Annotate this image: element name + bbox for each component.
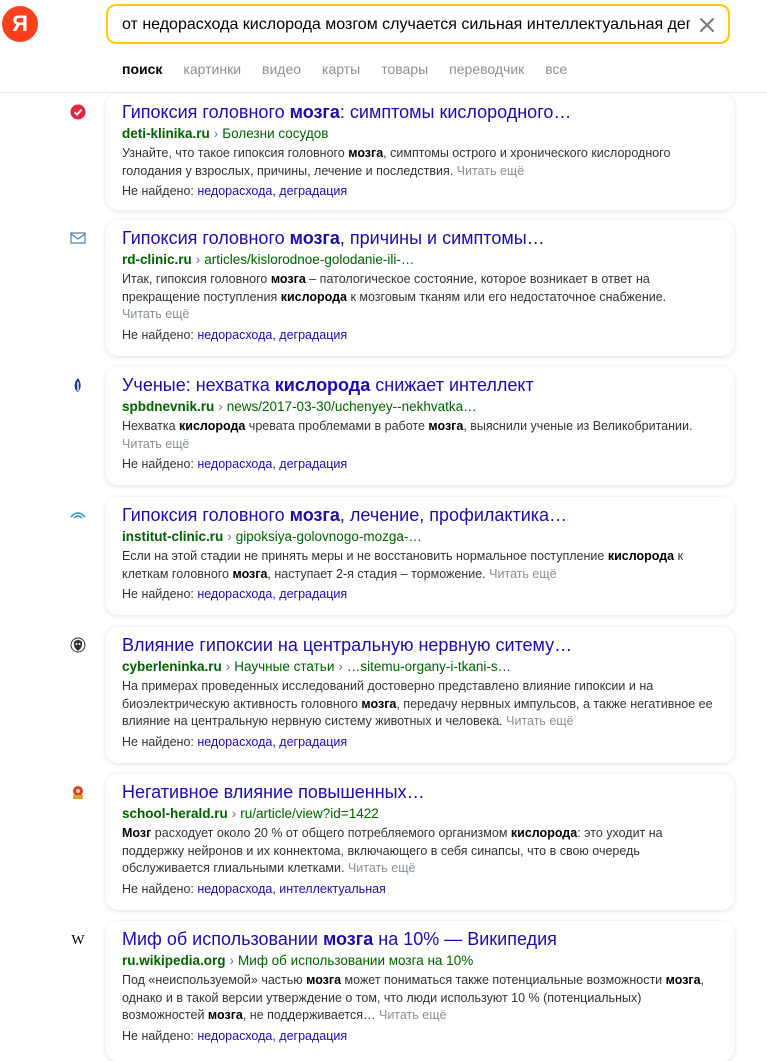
text-fragment: , причины и симптомы… [339,228,545,248]
highlighted-term: мозга [665,973,701,987]
text-fragment: Под «неиспользуемой» частью [122,973,307,987]
tab-search[interactable]: поиск [122,61,163,77]
highlighted-term: кислорода [179,419,246,433]
breadcrumb-segment[interactable]: articles/kislorodnoe-golodanie-ili-… [204,252,415,267]
envelope-icon[interactable] [70,230,86,246]
not-found-label: Не найдено: [122,1028,198,1043]
tab-video[interactable]: видео [262,61,302,77]
chevron-right-icon: › [229,953,235,968]
text-fragment: Если на этой стадии не принять меры и не восстановить нормальное поступление [122,549,608,563]
text-fragment: расходует около 20 % от общего потребляемого организмом [151,826,511,840]
search-input[interactable] [122,14,690,36]
chevron-right-icon: › [338,659,343,674]
result-snippet [122,418,718,453]
result-domain-link[interactable]: cyberleninka.ru [122,659,222,674]
clear-icon[interactable] [694,12,720,38]
result-url-path [122,951,718,970]
search-result-card [106,497,734,615]
result-snippet [122,548,718,583]
highlighted-term: мозга [289,505,340,525]
wikipedia-icon[interactable] [70,931,86,947]
search-tabs [122,61,588,77]
highlighted-term: мозга [348,146,384,160]
text-fragment: Гипоксия головного [122,228,290,248]
result-domain-link[interactable]: school-herald.ru [122,806,228,821]
text-fragment: , симптомы острого и хронического кислородного голодания у взрослых, причины, лечение и последствия. [122,146,671,178]
not-found-label: Не найдено: [122,457,198,471]
search-result-card [106,774,734,910]
svg-text:W: W [71,933,85,947]
text-fragment: Нехватка [122,419,180,433]
text-fragment: Влияние гипоксии на центральную нервную ситему… [122,635,573,655]
not-found-words-link[interactable]: недорасхода, деградация [197,1028,348,1043]
highlighted-term: кислорода [280,289,347,304]
text-fragment: Миф об использовании [122,929,323,949]
chevron-right-icon: › [227,529,232,544]
highlighted-term: мозга [289,228,340,248]
result-title-link[interactable] [122,503,718,527]
spb-logo-icon[interactable] [70,377,86,393]
search-result-card [106,94,734,210]
highlighted-term: мозга [361,696,397,711]
chevron-right-icon: › [195,252,201,267]
check-circle-icon[interactable] [70,104,86,120]
result-title-link[interactable] [122,780,718,804]
result-url-path [122,657,718,676]
text-fragment: , выяснили ученые из Великобритании. [463,419,693,433]
text-fragment: Узнайте, что такое гипоксия головного [122,146,349,160]
institut-logo-icon[interactable] [70,507,86,523]
text-fragment: чревата проблемами в работе [245,419,429,433]
text-fragment: , передачу нервных импульсов, а также негативное ее влияние на центральную нервную систему животных и человека. [122,696,713,728]
result-title-link[interactable] [122,633,718,657]
not-found-label: Не найдено: [122,734,198,749]
text-fragment: , лечение, профилактика… [339,505,568,525]
tab-products[interactable]: товары [381,61,429,77]
result-snippet [122,825,718,878]
result-domain-link[interactable]: deti-klinika.ru [122,126,210,141]
text-fragment: На примерах проведенных исследований достоверно представлено влияние гипоксии и на биоэлектрическую активность головного [122,679,654,711]
cyberleninka-icon[interactable] [70,637,86,653]
breadcrumb-segment[interactable]: Болезни сосудов [222,126,329,141]
text-fragment: Гипоксия головного [122,102,290,122]
result-url-path [122,804,718,823]
not-found-label: Не найдено: [122,587,198,601]
result-url-path [122,250,718,269]
not-found-words-link[interactable]: недорасхода, деградация [197,327,348,342]
not-found-terms [122,455,718,473]
text-fragment: : это уходит на поддержку нейронов и их коннектома, включающего в себя синапсы, что в свою очередь обслуживается глиальными клетками. [122,826,663,875]
result-snippet [122,678,718,731]
result-snippet [122,145,718,180]
highlighted-term: кислорода [607,549,675,563]
read-more-link[interactable]: Читать ещё [378,1008,447,1022]
result-snippet [122,972,718,1025]
breadcrumb-segment[interactable]: ru/article/view?id=1422 [240,806,379,821]
tab-translator[interactable]: переводчик [449,61,525,77]
breadcrumb-segment[interactable]: Научные статьи [234,659,335,674]
highlighted-term: мозга [232,566,268,581]
highlighted-term: мозга [270,272,306,286]
result-url-path [122,397,718,416]
not-found-terms [122,1027,718,1045]
result-url-path [122,527,718,546]
text-fragment: : симптомы кислородного… [339,102,572,122]
not-found-words-link[interactable]: недорасхода, деградация [197,457,348,471]
breadcrumb-segment[interactable]: …sitemu-organy-i-tkani-s… [346,659,512,674]
highlighted-term: Мозг [122,826,152,840]
search-box[interactable] [106,4,730,44]
text-fragment: на 10% — Википедия [373,929,557,949]
search-result-card [106,627,734,763]
not-found-terms [122,585,718,603]
not-found-words-link[interactable]: недорасхода, деградация [197,734,348,749]
not-found-words-link[interactable]: недорасхода, деградация [197,587,348,601]
not-found-label: Не найдено: [122,184,198,198]
read-more-link[interactable]: Читать ещё [489,566,557,581]
text-fragment: – патологическое состояние, которое возникает в ответ на прекращение поступления [122,272,650,304]
not-found-terms [122,733,718,751]
not-found-terms [122,880,718,898]
not-found-label: Не найдено: [122,327,198,342]
search-header [0,0,767,93]
not-found-terms [122,182,718,200]
result-snippet [122,271,718,324]
result-title-link[interactable] [122,226,718,250]
text-fragment: Гипоксия головного [122,505,290,525]
highlighted-term: мозга [207,1008,243,1022]
text-fragment: к мозговым тканям или его недостаточное снабжение. [346,289,667,304]
chevron-right-icon: › [213,126,219,141]
result-title-link[interactable] [122,927,718,951]
text-fragment: , не поддерживается… [242,1008,379,1022]
read-more-link[interactable]: Читать ещё [456,163,525,178]
tab-maps[interactable]: карты [322,61,361,77]
text-fragment: к клеткам головного [122,549,684,581]
not-found-terms [122,326,718,344]
breadcrumb-segment[interactable]: Миф об использовании мозга на 10% [238,953,474,968]
breadcrumb-segment[interactable]: news/2017-03-30/uchenyey--nekhvatka… [226,399,477,414]
read-more-link[interactable]: Читать ещё [122,436,190,451]
result-title-link[interactable] [122,373,718,397]
school-herald-icon[interactable] [70,784,86,800]
not-found-label: Не найдено: [122,881,198,896]
text-fragment: Ученые: нехватка [122,375,275,395]
chevron-right-icon: › [231,806,237,821]
text-fragment: , однако и в такой версии утверждение о том, что люди используют 10 % (потенциальных) возможностей [122,973,705,1022]
result-domain-link[interactable]: ru.wikipedia.org [122,953,226,968]
chevron-right-icon: › [218,399,223,414]
search-result-card [106,220,734,356]
text-fragment: может пониматься также потенциальные возможности [341,973,666,987]
search-result-card [106,367,734,485]
highlighted-term: мозга [306,973,342,987]
read-more-link[interactable]: Читать ещё [347,861,416,875]
not-found-words-link[interactable]: недорасхода, деградация [197,184,348,198]
yandex-logo[interactable]: Я [2,6,38,42]
text-fragment: , наступает 2-я стадия – торможение. [267,566,490,581]
text-fragment: Негативное влияние повышенных… [122,782,425,802]
result-domain-link[interactable]: spbdnevnik.ru [122,399,215,414]
highlighted-term: кислорода [510,826,578,840]
tab-all[interactable]: все [545,61,568,77]
highlighted-term: мозга [322,929,374,949]
result-url-path [122,124,718,143]
text-fragment: Итак, гипоксия головного [122,272,271,286]
read-more-link[interactable]: Читать ещё [122,307,190,321]
not-found-words-link[interactable]: недорасхода, интеллектуальная [197,881,386,896]
result-domain-link[interactable]: rd-clinic.ru [122,252,192,267]
highlighted-term: мозга [289,102,340,122]
search-result-card [71,921,734,1061]
text-fragment: снижает интеллект [370,375,534,395]
tab-images[interactable]: картинки [183,61,242,77]
result-title-link[interactable] [122,100,718,124]
result-domain-link[interactable]: institut-clinic.ru [122,529,224,544]
breadcrumb-segment[interactable]: gipoksiya-golovnogo-mozga-… [235,529,422,544]
read-more-link[interactable]: Читать ещё [506,714,574,728]
highlighted-term: кислорода [274,375,371,395]
chevron-right-icon: › [225,659,231,674]
highlighted-term: мозга [428,419,464,433]
